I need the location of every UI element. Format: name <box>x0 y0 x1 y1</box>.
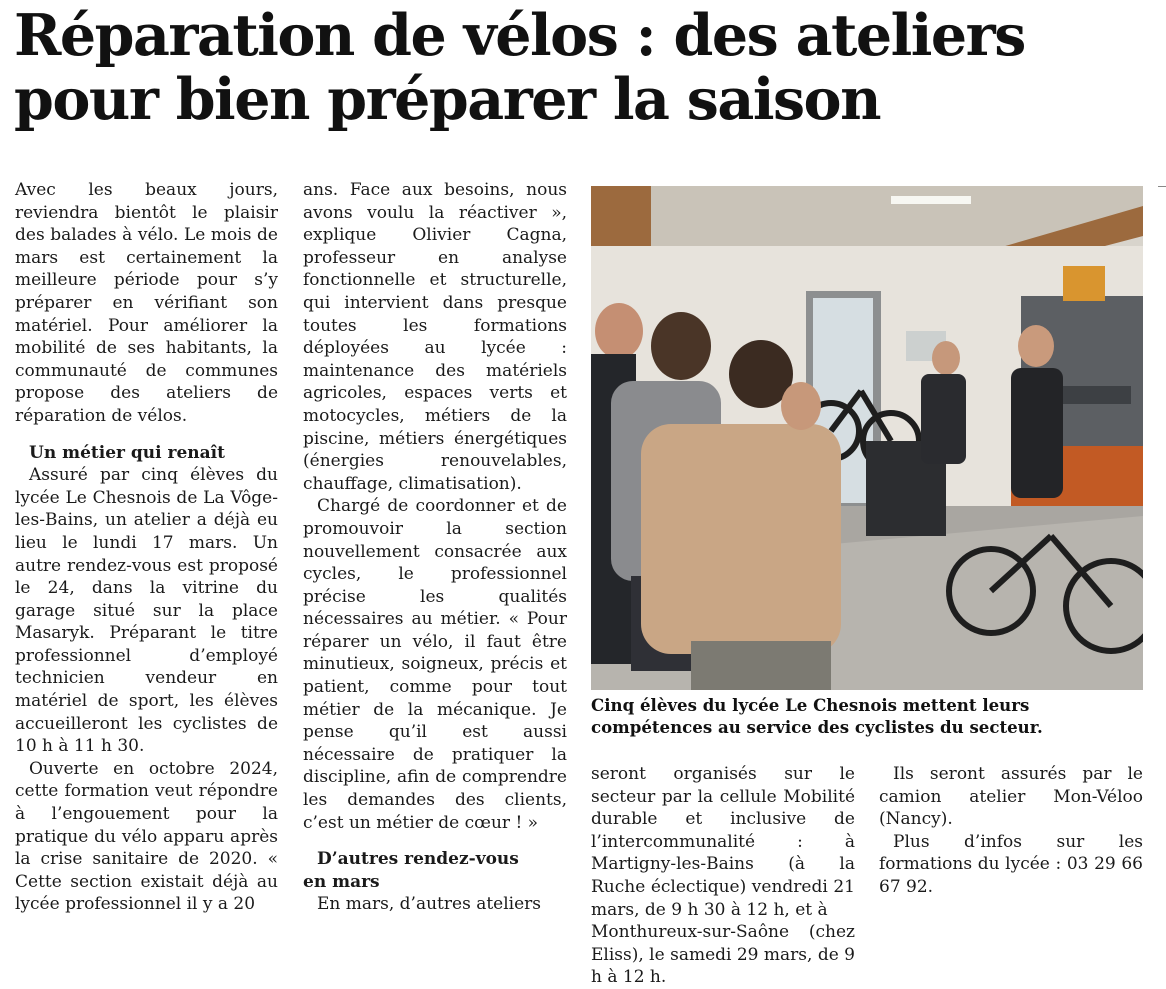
paragraph-continuation: seront organisés sur le secteur par la cellule Mobilité durable et inclusive de l’intercommunalité : à Martigny-les-Bains (à la Ruche éclectique) vendredi 21 mars, de 9 h 30 à 12 h, et à <box>591 764 855 920</box>
article-column-4 <box>879 763 1143 899</box>
paragraph-continuation: ans. Face aux besoins, nous avons voulu la réactiver », explique Olivier Cagna, professeur en analyse fonctionnelle et structurelle, qui intervient dans presque toutes les formations déployées au lycée : maintenance des matériels agricoles, espaces verts et motocycles, métiers de la piscine, métiers énergétiques (énergies renouvelables, chauffage, climatisation). <box>303 180 567 494</box>
headline-line-1: Réparation de vélos : des ateliers <box>14 2 1025 69</box>
photo-caption-line-2: compétences au service des cyclistes du secteur. <box>591 717 1043 737</box>
paragraph-continuation: Monthureux-sur-Saône (chez Eliss), le samedi 29 mars, de 9 h à 12 h. <box>591 922 855 988</box>
paragraph-formation <box>15 758 278 916</box>
subheading-rendez-vous-line-2: en mars <box>303 871 380 892</box>
subheading-rendez-vous-line-1: D’autres rendez-vous <box>317 849 519 870</box>
paragraph-coordination <box>303 495 567 834</box>
article-column-2 <box>303 179 567 916</box>
paragraph-coordination-text: Chargé de coordonner et de promouvoir la section nouvellement consacrée aux cycles, le professionnel précise les qualités nécessaires au métier. « Pour réparer un vélo, il faut être minutieux, soigneux, précis et patient, comme pour tout métier de la mécanique. Je pense qu’il est aussi nécessaire de pratiquer la discipline, afin de comprendre les demandes des clients, c’est un métier de cœur ! » <box>303 496 567 833</box>
intro-text: Avec les beaux jours, reviendra bientôt le plaisir des balades à vélo. Le mois de mars est certainement la meilleure période pour s’y préparer en vérifiant son matériel. Pour améliorer la mobilité de ses habitants, la communauté de communes propose des ateliers de réparation de vélos. <box>15 180 278 426</box>
paragraph-atelier-text: Assuré par cinq élèves du lycée Le Chesnois de La Vôge-les-Bains, un atelier a déjà eu lieu le lundi 17 mars. Un autre rendez-vous est proposé le 24, dans la vitrine du garage situé sur la place Masaryk. Préparant le titre professionnel d’employé technicien vendeur en matériel de sport, les élèves accueilleront les cyclistes de 10 h à 11 h 30. <box>15 465 278 757</box>
article-column-1 <box>15 179 278 916</box>
headline-line-2: pour bien préparer la saison <box>14 66 881 133</box>
paragraph-mars-text: En mars, d’autres ateliers <box>317 894 542 915</box>
paragraph-formation-text: Ouverte en octobre 2024, cette formation veut répondre à l’engouement pour la pratique du vélo apparu après la crise sanitaire de 2020. « Cette section existait déjà au lycée professionnel il y a 20 <box>15 758 278 915</box>
paragraph-infos <box>879 831 1143 899</box>
photo-caption <box>591 694 1151 738</box>
subheading-rendez-vous <box>303 848 567 893</box>
workshop-photo-image <box>591 186 1143 690</box>
paragraph-atelier <box>15 464 278 758</box>
paragraph-infos-text: Plus d’infos sur les formations du lycée : 03 29 66 67 92. <box>879 831 1143 897</box>
article-photo <box>591 186 1143 690</box>
subheading-metier: Un métier qui renaît <box>29 442 225 463</box>
photo-caption-line-1: Cinq élèves du lycée Le Chesnois mettent leurs <box>591 695 1030 715</box>
adjacent-column-rule <box>1158 186 1166 199</box>
headline <box>14 4 1025 132</box>
paragraph-mars <box>303 893 567 916</box>
paragraph-camion-text: Ils seront assurés par le camion atelier Mon-Véloo (Nancy). <box>879 764 1143 830</box>
paragraph-camion <box>879 763 1143 831</box>
intro-paragraph <box>15 179 278 428</box>
article-column-3 <box>591 763 855 989</box>
